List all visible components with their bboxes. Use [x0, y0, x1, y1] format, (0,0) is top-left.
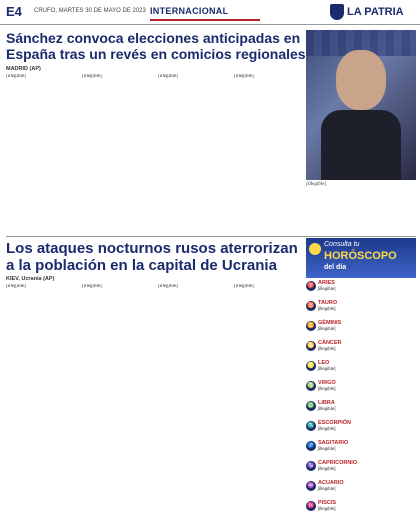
sign-name: ESCORPIÓN: [318, 420, 352, 426]
section-rule: [150, 19, 260, 21]
sign-text: [illegible]: [318, 286, 336, 291]
aries-icon: ♈: [307, 283, 315, 289]
story1-col1: [illegible]: [6, 74, 26, 79]
cancer-icon: ♋: [307, 343, 315, 349]
sign-name: TAURO: [318, 300, 338, 306]
story1-headline: Sánchez convoca elecciones anticipadas en España tras un revés en comicios regionales: [6, 30, 306, 62]
horoscope-banner-top: Consulta tu: [324, 241, 360, 248]
sign-text: [illegible]: [318, 386, 336, 391]
story1-col3: [illegible]: [158, 74, 178, 79]
virgo-icon: ♍: [307, 383, 315, 389]
section-title: INTERNACIONAL: [150, 6, 229, 16]
sign-text: [illegible]: [318, 466, 336, 471]
story2-col4: [illegible]: [234, 284, 254, 289]
aquarius-icon: ♒: [307, 483, 315, 489]
sign-name: CÁNCER: [318, 340, 342, 346]
sanchez-photo: [306, 30, 416, 180]
header-divider: [0, 24, 420, 25]
horoscope-panel: [306, 238, 416, 527]
sign-name: VIRGO: [318, 380, 336, 386]
sign-text: [illegible]: [318, 446, 336, 451]
sign-name: ARIES: [318, 280, 335, 286]
sign-text: [illegible]: [318, 506, 336, 511]
story-divider: [6, 236, 416, 237]
story1-col4: [illegible]: [234, 74, 254, 79]
horoscope-title: HORÓSCOPO: [324, 250, 397, 262]
sign-text: [illegible]: [318, 306, 336, 311]
sign-text: [illegible]: [318, 366, 336, 371]
sign-name: LIBRA: [318, 400, 335, 406]
capricorn-icon: ♑: [307, 463, 315, 469]
sign-name: GÉMINIS: [318, 320, 342, 326]
story1-byline: MADRID (AP): [6, 66, 41, 72]
taurus-icon: ♉: [307, 303, 315, 309]
portrait-face: [336, 50, 386, 110]
sign-text: [illegible]: [318, 346, 336, 351]
newspaper-logo: [330, 2, 416, 22]
sign-text: [illegible]: [318, 326, 336, 331]
story2-byline: KIEV, Ucrania (AP): [6, 276, 55, 282]
sign-text: [illegible]: [318, 406, 336, 411]
shield-icon: [330, 4, 344, 20]
leo-icon: ♌: [307, 363, 315, 369]
sign-name: CAPRICORNIO: [318, 460, 358, 466]
scorpio-icon: ♏: [307, 423, 315, 429]
sign-text: [illegible]: [318, 426, 336, 431]
sign-name: ACUARIO: [318, 480, 344, 486]
dateline: CRUFO, MARTES 30 DE MAYO DE 2023: [34, 8, 146, 14]
sign-name: PISCIS: [318, 500, 337, 506]
sign-name: LEO: [318, 360, 330, 366]
story2-col2: [illegible]: [82, 284, 102, 289]
pisces-icon: ♓: [307, 503, 315, 509]
portrait-suit: [321, 110, 401, 180]
libra-icon: ♎: [307, 403, 315, 409]
page-number: E4: [6, 4, 22, 19]
story2-col1: [illegible]: [6, 284, 26, 289]
story2-headline: Los ataques nocturnos rusos aterrorizan a la población en la capital de Ucrania: [6, 240, 298, 274]
story1-col2: [illegible]: [82, 74, 102, 79]
story2-col3: [illegible]: [158, 284, 178, 289]
sign-text: [illegible]: [318, 486, 336, 491]
zodiac-icon: [309, 243, 321, 255]
sagittarius-icon: ♐: [307, 443, 315, 449]
gemini-icon: ♊: [307, 323, 315, 329]
photo-caption: [illegible]: [306, 182, 327, 187]
sign-name: SAGITARIO: [318, 440, 349, 446]
horoscope-subtitle: del día: [324, 264, 347, 271]
sign-pisces: [306, 500, 416, 524]
horoscope-banner: [306, 238, 416, 278]
logo-text: LA PATRIA: [347, 6, 404, 18]
